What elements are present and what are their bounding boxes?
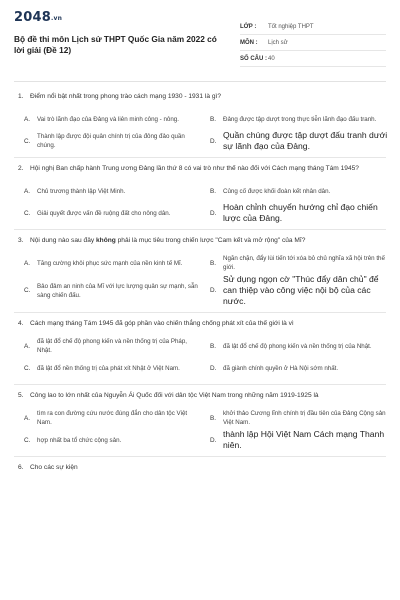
option-letter: A. xyxy=(24,414,31,422)
option-letter: A. xyxy=(24,342,31,350)
option-text: Củng cố được khối đoàn kết nhân dân. xyxy=(223,187,331,195)
question-stem xyxy=(14,164,386,174)
option-c[interactable] xyxy=(24,274,210,307)
option-c[interactable] xyxy=(24,130,210,152)
divider xyxy=(14,312,386,313)
option-text: Bảo đảm an ninh của Mĩ với lực lượng quân sự mạnh, sẵn sàng chiến đấu. xyxy=(37,282,198,299)
option-b[interactable] xyxy=(210,335,396,357)
question-1 xyxy=(14,92,386,152)
option-text: Chủ trương thành lập Việt Minh. xyxy=(37,187,126,195)
question-stem xyxy=(14,236,386,246)
option-b[interactable] xyxy=(210,108,396,130)
header xyxy=(14,10,386,82)
question-number: 3. xyxy=(18,237,24,244)
question-stem xyxy=(14,92,386,102)
question-text-part: phải là mục tiêu trong chiến lược "Cam kết và mở rộng" của Mĩ? xyxy=(115,237,306,244)
option-letter: B. xyxy=(210,115,217,123)
option-d[interactable] xyxy=(210,357,396,379)
option-c[interactable] xyxy=(24,429,210,451)
option-letter: D. xyxy=(210,436,217,444)
option-letter: A. xyxy=(24,115,31,123)
option-text: đã giành chính quyền ở Hà Nội sớm nhất. xyxy=(223,364,339,372)
meta-value: Lịch sử xyxy=(268,39,288,46)
option-d[interactable] xyxy=(210,274,396,307)
option-b[interactable] xyxy=(210,180,396,202)
document-title: Bộ đề thi môn Lịch sử THPT Quốc Gia năm 2022 có lời giải (Đề 12) xyxy=(14,34,217,55)
divider xyxy=(14,229,386,230)
meta-value: 40 xyxy=(268,55,275,62)
option-text: khởi thảo Cương lĩnh chính trị đầu tiên của Đảng Cộng sản Việt Nam. xyxy=(223,410,386,426)
option-text: Thành lập được đội quân chính trị của đông đảo quần chúng. xyxy=(37,133,185,149)
question-stem xyxy=(14,319,386,329)
option-a[interactable] xyxy=(24,108,210,130)
option-letter: C. xyxy=(24,137,31,145)
question-6 xyxy=(14,463,386,473)
option-letter: D. xyxy=(210,287,217,294)
meta-key: MÔN : xyxy=(240,39,258,46)
option-a[interactable] xyxy=(24,335,210,357)
option-text: đã lật đổ nền thống trị của phát xít Nhật ở Việt Nam. xyxy=(37,364,180,372)
question-5 xyxy=(14,391,386,451)
question-text: Hội nghị Ban chấp hành Trung ương Đảng lần thứ 8 có vai trò như thế nào đối với Cách mạng tháng Tám 1945? xyxy=(30,165,359,172)
option-letter: B. xyxy=(210,187,217,195)
logo-tld: .vn xyxy=(50,15,63,22)
option-text: Đảng được tập dượt trong thực tiễn lãnh đạo đấu tranh. xyxy=(223,115,377,123)
meta-key: LỚP : xyxy=(240,23,257,30)
option-letter: D. xyxy=(210,364,217,372)
divider xyxy=(14,157,386,158)
option-letter: C. xyxy=(24,364,31,372)
meta-row-subject xyxy=(240,35,386,51)
option-grid xyxy=(14,180,386,224)
question-number: 1. xyxy=(18,93,24,100)
question-text: Điểm nổi bật nhất trong phong trào cách mạng 1930 - 1931 là gì? xyxy=(30,93,221,100)
option-letter: C. xyxy=(24,436,31,444)
meta-value: Tốt nghiệp THPT xyxy=(268,23,314,30)
option-d[interactable] xyxy=(210,202,396,224)
option-c[interactable] xyxy=(24,202,210,224)
option-text: đã lật đổ chế độ phong kiến và nền thống trị của Pháp, Nhật. xyxy=(37,338,187,354)
option-text: hợp nhất ba tổ chức cộng sản. xyxy=(37,436,122,444)
option-text: Ngăn chặn, đẩy lùi tiến tới xóa bỏ chủ nghĩa xã hội trên thế giới. xyxy=(223,255,385,271)
option-letter: A. xyxy=(24,259,31,267)
option-text: thành lập Hội Việt Nam Cách mạng Thanh niên. xyxy=(223,429,385,450)
option-letter: B. xyxy=(210,414,217,422)
option-letter: A. xyxy=(24,187,31,195)
option-letter: B. xyxy=(210,342,217,350)
meta-row-count xyxy=(240,51,386,67)
option-grid xyxy=(14,407,386,451)
question-list xyxy=(14,82,386,473)
question-3 xyxy=(14,236,386,307)
question-emphasis: không xyxy=(96,237,116,244)
option-text: Quần chúng được tập dượt đấu tranh dưới sự lãnh đạo của Đảng. xyxy=(223,130,388,151)
divider xyxy=(14,456,386,457)
question-stem xyxy=(14,391,386,401)
divider xyxy=(14,384,386,385)
question-number: 5. xyxy=(18,392,24,399)
meta-row-class xyxy=(240,19,386,35)
question-text-part: Nội dung nào sau đây xyxy=(30,237,96,244)
option-b[interactable] xyxy=(210,252,396,274)
option-c[interactable] xyxy=(24,357,210,379)
question-2 xyxy=(14,164,386,224)
meta-table xyxy=(240,19,386,67)
meta-key: SỐ CÂU : xyxy=(240,55,267,62)
option-d[interactable] xyxy=(210,130,396,152)
option-text: Hoàn chỉnh chuyển hướng chỉ đạo chiến lược của Đảng. xyxy=(223,202,378,223)
option-text: Sử dụng ngọn cờ "Thúc đẩy dân chủ" để can thiệp vào công việc nội bộ của các nước. xyxy=(223,274,379,306)
option-letter: D. xyxy=(210,137,217,145)
option-text: Vai trò lãnh đạo của Đảng và liên minh công - nông. xyxy=(37,115,179,123)
question-text: Cho các sự kiện xyxy=(30,464,78,471)
question-text: Công lao to lớn nhất của Nguyễn Ái Quốc đối với dân tộc Việt Nam trong những năm 1919-1925 là xyxy=(30,392,319,399)
option-a[interactable] xyxy=(24,407,210,429)
option-grid xyxy=(14,335,386,379)
option-grid xyxy=(14,252,386,307)
question-number: 6. xyxy=(18,464,24,471)
option-letter: C. xyxy=(24,287,31,294)
option-text: Tăng cường khôi phục sức mạnh của nền kinh tế Mĩ. xyxy=(37,259,183,267)
option-grid xyxy=(14,108,386,152)
logo-text: 2048 xyxy=(14,10,51,25)
option-d[interactable] xyxy=(210,429,396,451)
option-b[interactable] xyxy=(210,407,396,429)
option-letter: B. xyxy=(210,259,217,267)
question-number: 4. xyxy=(18,320,24,327)
option-letter: C. xyxy=(24,209,31,217)
option-a[interactable] xyxy=(24,252,210,274)
question-stem xyxy=(14,463,386,473)
option-a[interactable] xyxy=(24,180,210,202)
question-text xyxy=(30,236,386,246)
option-text: tìm ra con đường cứu nước đúng đắn cho dân tộc Việt Nam. xyxy=(37,410,188,426)
option-text: đã lật đổ chế độ phong kiến và nền thống trị của Nhật. xyxy=(223,342,372,350)
question-number: 2. xyxy=(18,165,24,172)
option-letter: D. xyxy=(210,209,217,217)
option-text: Giải quyết được vấn đề ruộng đất cho nông dân. xyxy=(37,209,171,217)
question-4 xyxy=(14,319,386,379)
question-text: Cách mạng tháng Tám 1945 đã góp phần vào chiến thắng chống phát xít của thế giới là vì xyxy=(30,320,294,327)
